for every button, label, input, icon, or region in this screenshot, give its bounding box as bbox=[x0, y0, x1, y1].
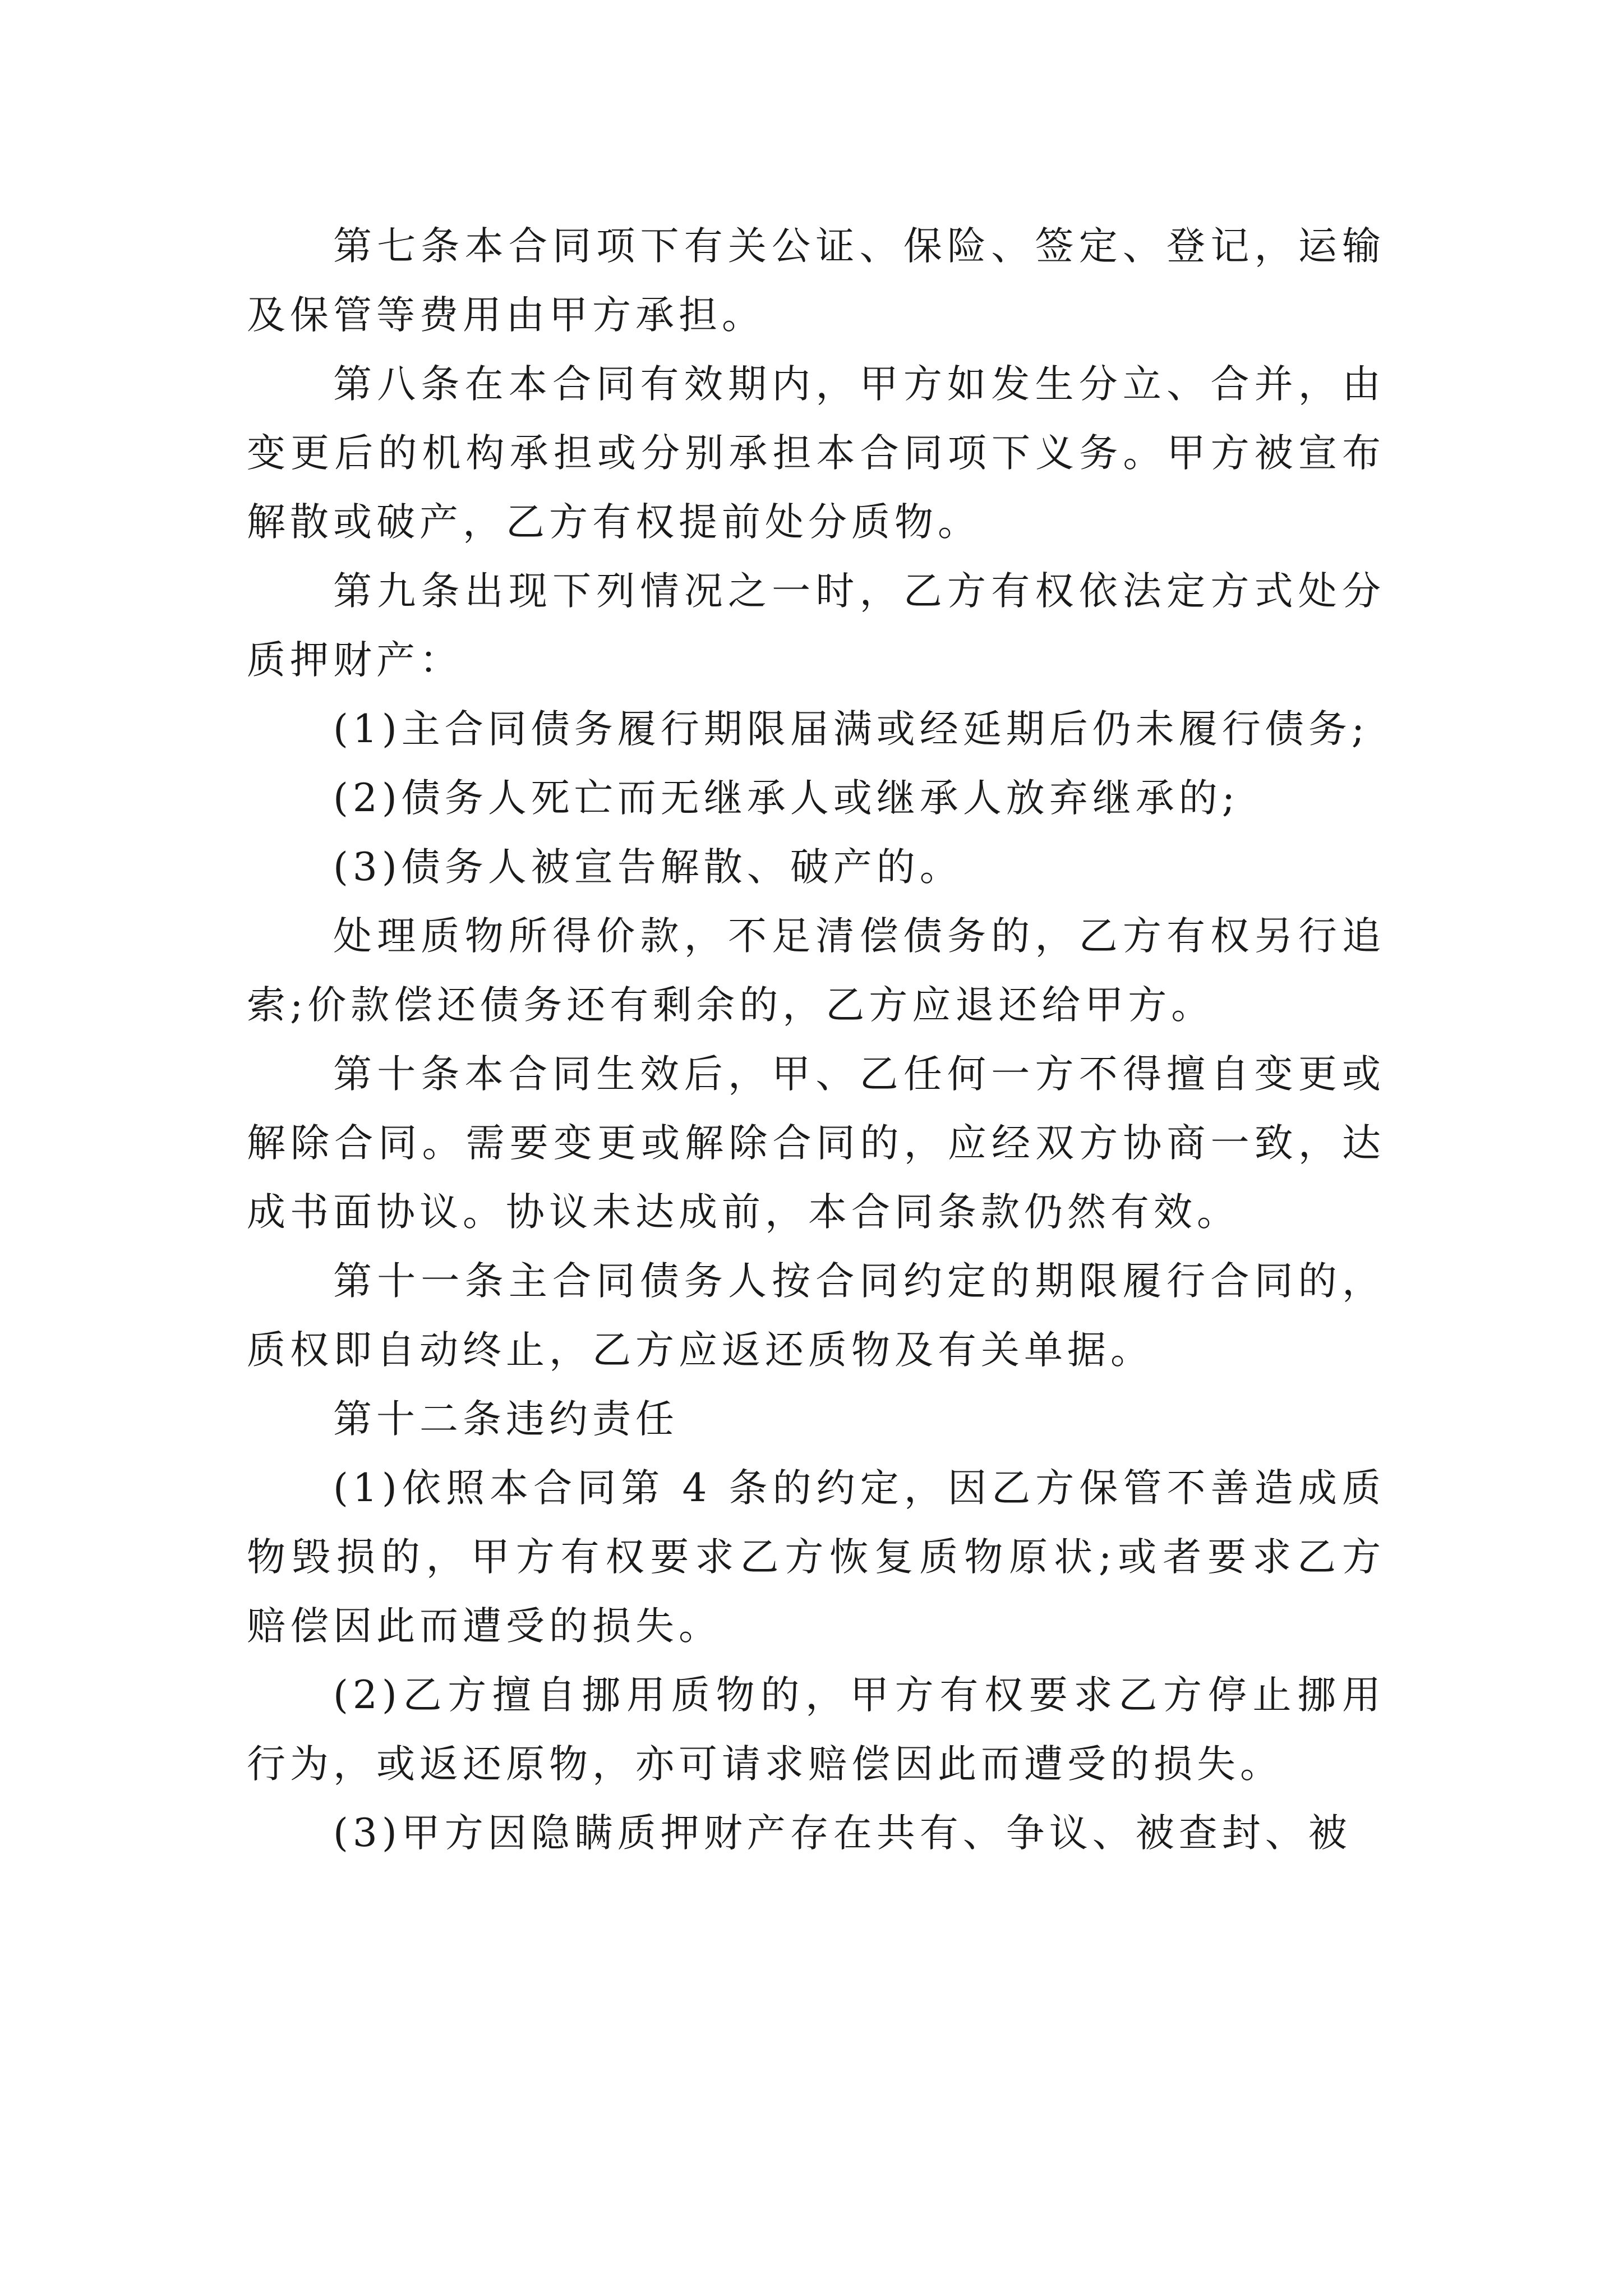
paragraph-article-9-item-3: (3)债务人被宣告解散、破产的。 bbox=[333, 845, 963, 890]
paragraph-article-7: 第七条本合同项下有关公证、保险、签定、登记，运输及保管等费用由甲方承担。 bbox=[247, 224, 1385, 338]
paragraph-article-11: 第十一条主合同债务人按合同约定的期限履行合同的，质权即自动终止，乙方应返还质物及有关单据。 bbox=[247, 1259, 1385, 1373]
paragraph-article-8: 第八条在本合同有效期内，甲方如发生分立、合并，由变更后的机构承担或分别承担本合同项下义务。甲方被宣布解散或破产，乙方有权提前处分质物。 bbox=[247, 362, 1385, 545]
document-body bbox=[247, 212, 1385, 1868]
paragraph-article-10: 第十条本合同生效后，甲、乙任何一方不得擅自变更或解除合同。需要变更或解除合同的，应经双方协商一致，达成书面协议。协议未达成前，本合同条款仍然有效。 bbox=[247, 1052, 1385, 1235]
paragraph-article-9: 第九条出现下列情况之一时，乙方有权依法定方式处分质押财产： bbox=[247, 569, 1385, 683]
paragraph-article-9-item-2: (2)债务人死亡而无继承人或继承人放弃继承的; bbox=[333, 776, 1239, 821]
paragraph-article-9-item-1: (1)主合同债务履行期限届满或经延期后仍未履行债务; bbox=[333, 707, 1369, 752]
paragraph-article-12-item-1: (1)依照本合同第 4 条的约定，因乙方保管不善造成质物毁损的，甲方有权要求乙方恢复质物原状;或者要求乙方赔偿因此而遭受的损失。 bbox=[247, 1466, 1385, 1649]
paragraph-proceeds: 处理质物所得价款，不足清偿债务的，乙方有权另行追索;价款偿还债务还有剩余的，乙方应退还给甲方。 bbox=[247, 914, 1385, 1028]
paragraph-article-12-item-2: (2)乙方擅自挪用质物的，甲方有权要求乙方停止挪用行为，或返还原物，亦可请求赔偿因此而遭受的损失。 bbox=[247, 1673, 1385, 1787]
paragraph-article-12-heading: 第十二条违约责任 bbox=[333, 1397, 679, 1442]
paragraph-article-12-item-3: (3)甲方因隐瞒质押财产存在共有、争议、被查封、被 bbox=[333, 1811, 1352, 1856]
